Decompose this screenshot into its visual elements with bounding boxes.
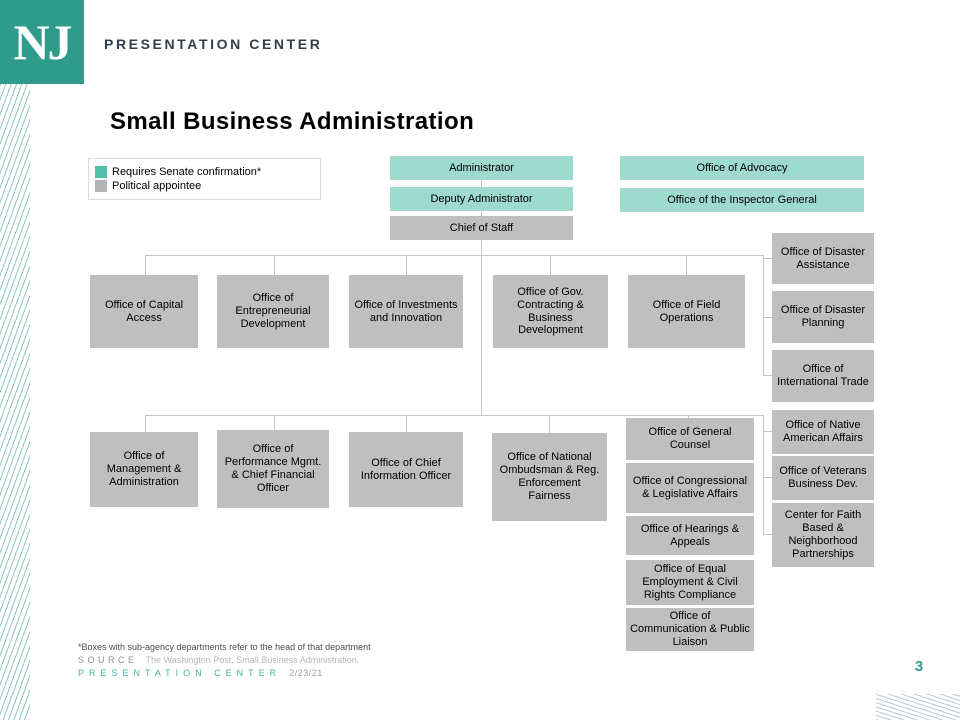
org-box-communication-public-liaison: Office of Communication & Public Liaison <box>626 608 754 651</box>
connector <box>549 415 550 433</box>
connector <box>550 255 551 275</box>
nj-logo: NJ <box>0 0 84 84</box>
footnote: *Boxes with sub-agency departments refer to the head of that department <box>78 642 371 652</box>
legend-label: Political appointee <box>112 180 202 192</box>
org-box-management-administration: Office of Management & Administration <box>90 432 198 507</box>
source-label: SOURCE <box>78 655 138 665</box>
org-box-equal-employment: Office of Equal Employment & Civil Rights Compliance <box>626 560 754 605</box>
connector <box>763 258 772 259</box>
connector <box>763 415 764 535</box>
footer-brand-line <box>78 668 323 678</box>
bottom-right-stripe-pattern <box>876 694 960 720</box>
connector <box>481 180 482 187</box>
org-box-congressional-legislative: Office of Congressional & Legislative Affairs <box>626 463 754 513</box>
org-box-entrepreneurial-development: Office of Entrepreneurial Development <box>217 275 329 348</box>
org-box-administrator: Administrator <box>390 156 573 180</box>
org-box-inspector-general: Office of the Inspector General <box>620 188 864 212</box>
org-box-native-american-affairs: Office of Native American Affairs <box>772 410 874 454</box>
org-box-investments-innovation: Office of Investments and Innovation <box>349 275 463 348</box>
connector <box>406 415 407 432</box>
connector <box>763 375 772 376</box>
connector <box>763 317 772 318</box>
connector <box>763 255 764 376</box>
connector <box>145 415 763 416</box>
presentation-center-brand: PRESENTATION CENTER <box>104 36 323 52</box>
connector <box>763 431 772 432</box>
legend-swatch-senate-icon <box>95 166 107 178</box>
org-box-international-trade: Office of International Trade <box>772 350 874 402</box>
connector <box>274 415 275 430</box>
connector <box>763 534 772 535</box>
legend-swatch-appointee-icon <box>95 180 107 192</box>
legend-item-senate <box>95 166 314 178</box>
org-box-general-counsel: Office of General Counsel <box>626 418 754 460</box>
connector <box>406 255 407 275</box>
source-text: The Washington Post, Small Business Administration. <box>145 655 360 665</box>
org-box-field-operations: Office of Field Operations <box>628 275 745 348</box>
org-box-deputy-administrator: Deputy Administrator <box>390 187 573 211</box>
connector <box>763 477 772 478</box>
slide-title: Small Business Administration <box>110 108 475 135</box>
org-box-capital-access: Office of Capital Access <box>90 275 198 348</box>
org-box-disaster-assistance: Office of Disaster Assistance <box>772 233 874 284</box>
org-box-national-ombudsman: Office of National Ombudsman & Reg. Enforcement Fairness <box>492 433 607 521</box>
org-box-hearings-appeals: Office of Hearings & Appeals <box>626 516 754 555</box>
connector <box>686 255 687 275</box>
legend <box>88 158 321 200</box>
org-box-cio: Office of Chief Information Officer <box>349 432 463 507</box>
org-box-veterans-business-dev: Office of Veterans Business Dev. <box>772 456 874 500</box>
connector <box>274 255 275 275</box>
connector <box>145 255 763 256</box>
left-stripe-pattern <box>0 84 30 720</box>
org-box-gov-contracting: Office of Gov. Contracting & Business Development <box>493 275 608 348</box>
connector <box>145 255 146 275</box>
org-box-disaster-planning: Office of Disaster Planning <box>772 291 874 343</box>
page-number: 3 <box>914 658 924 675</box>
source-line <box>78 655 359 665</box>
footer-date: 2/23/21 <box>289 668 323 678</box>
legend-label: Requires Senate confirmation* <box>112 166 262 178</box>
legend-item-appointee <box>95 180 314 192</box>
org-box-office-of-advocacy: Office of Advocacy <box>620 156 864 180</box>
footer-brand: PRESENTATION CENTER <box>78 668 282 678</box>
org-box-faith-based-partnerships: Center for Faith Based & Neighborhood Partnerships <box>772 503 874 567</box>
connector <box>481 240 482 415</box>
org-box-performance-cfo: Office of Performance Mgmt. & Chief Financial Officer <box>217 430 329 508</box>
connector <box>145 415 146 432</box>
org-box-chief-of-staff: Chief of Staff <box>390 216 573 240</box>
